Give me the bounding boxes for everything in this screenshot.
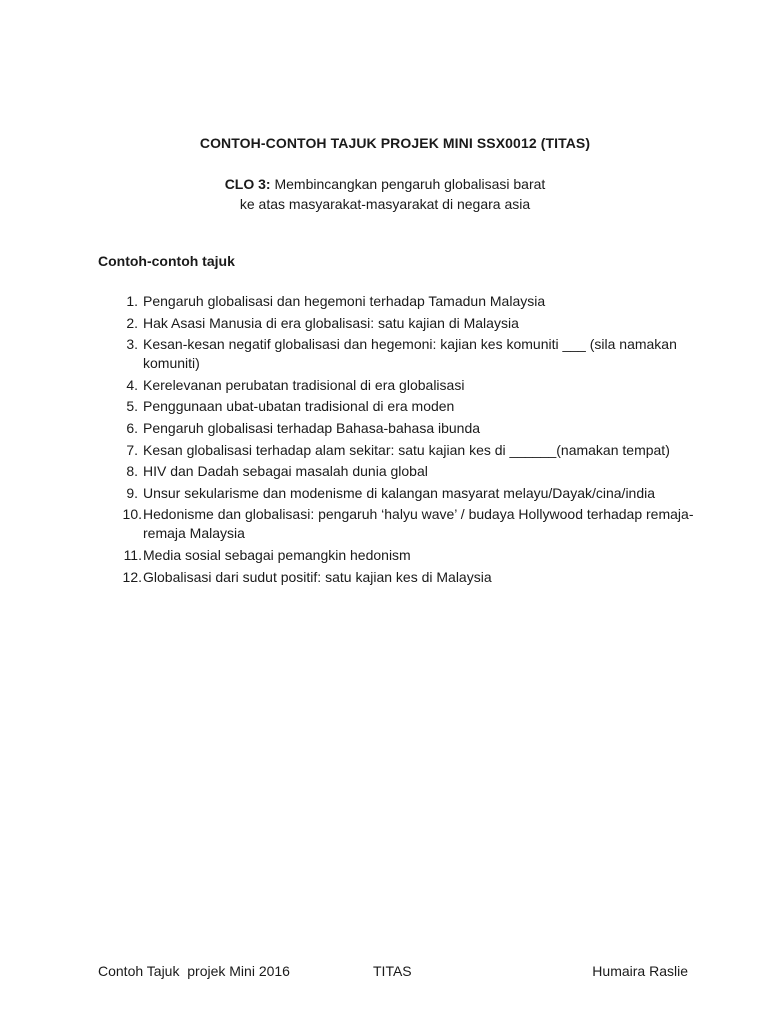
list-item xyxy=(99,397,699,416)
list-item-text: HIV dan Dadah sebagai masalah dunia global xyxy=(143,463,428,480)
clo-line-1 xyxy=(0,174,768,194)
list-item-number: 9. xyxy=(126,484,138,501)
list-item xyxy=(99,441,699,460)
list-item xyxy=(99,376,699,395)
list-item xyxy=(99,546,699,565)
list-item-text: Globalisasi dari sudut positif: satu kajian kes di Malaysia xyxy=(143,568,492,585)
list-item-number: 6. xyxy=(126,419,138,436)
list-item-text: Pengaruh globalisasi dan hegemoni terhadap Tamadun Malaysia xyxy=(143,293,546,309)
clo-statement xyxy=(0,174,768,214)
list-item-number: 1. xyxy=(126,293,138,309)
list-item-text: Kesan-kesan negatif globalisasi dan hegemoni: kajian kes komuniti ___ (sila namakan komuniti) xyxy=(143,336,677,372)
section-heading: Contoh-contoh tajuk xyxy=(98,253,235,269)
list-item-number: 3. xyxy=(126,336,138,353)
list-item xyxy=(99,484,699,503)
list-item-text: Unsur sekularisme dan modenisme di kalangan masyarat melayu/Dayak/cina/india xyxy=(143,484,656,501)
list-item xyxy=(99,505,699,543)
list-item-number: 11. xyxy=(123,546,142,563)
list-item-text: Penggunaan ubat-ubatan tradisional di era moden xyxy=(143,398,455,415)
list-item-number: 7. xyxy=(126,441,138,458)
footer-center-text: TITAS xyxy=(373,963,412,979)
list-item xyxy=(99,419,699,438)
list-item xyxy=(99,462,699,481)
clo-text-line-1: Membincangkan pengaruh globalisasi barat xyxy=(270,176,546,192)
list-item xyxy=(99,335,699,373)
list-item-number: 4. xyxy=(126,376,138,393)
list-item-text: Media sosial sebagai pemangkin hedonism xyxy=(143,546,411,563)
clo-text-line-2: ke atas masyarakat-masyarakat di negara asia xyxy=(239,196,531,212)
list-item-text: Hedonisme dan globalisasi: pengaruh ‘halyu wave’ / budaya Hollywood terhadap remaja-remaja Malaysia xyxy=(143,506,694,542)
list-item-number: 2. xyxy=(126,314,138,331)
footer-right-text: Humaira Raslie xyxy=(592,963,688,979)
list-item-number: 10. xyxy=(122,506,142,523)
list-item-text: Kesan globalisasi terhadap alam sekitar: satu kajian kes di ______(namakan tempat) xyxy=(143,441,670,458)
list-item-number: 8. xyxy=(126,463,138,480)
list-item-number: 12. xyxy=(122,568,142,585)
list-item xyxy=(99,292,699,311)
list-item xyxy=(99,568,699,587)
clo-label: CLO 3: xyxy=(224,176,271,192)
topic-list xyxy=(99,292,699,589)
document-title: CONTOH-CONTOH TAJUK PROJEK MINI SSX0012 (TITAS) xyxy=(199,135,591,151)
footer-left-text: Contoh Tajuk projek Mini 2016 xyxy=(98,963,290,979)
list-item-text: Kerelevanan perubatan tradisional di era globalisasi xyxy=(143,376,465,393)
list-item xyxy=(99,314,699,333)
list-item-text: Pengaruh globalisasi terhadap Bahasa-bahasa ibunda xyxy=(143,419,481,436)
list-item-text: Hak Asasi Manusia di era globalisasi: satu kajian di Malaysia xyxy=(143,314,519,331)
list-item-number: 5. xyxy=(126,398,138,415)
